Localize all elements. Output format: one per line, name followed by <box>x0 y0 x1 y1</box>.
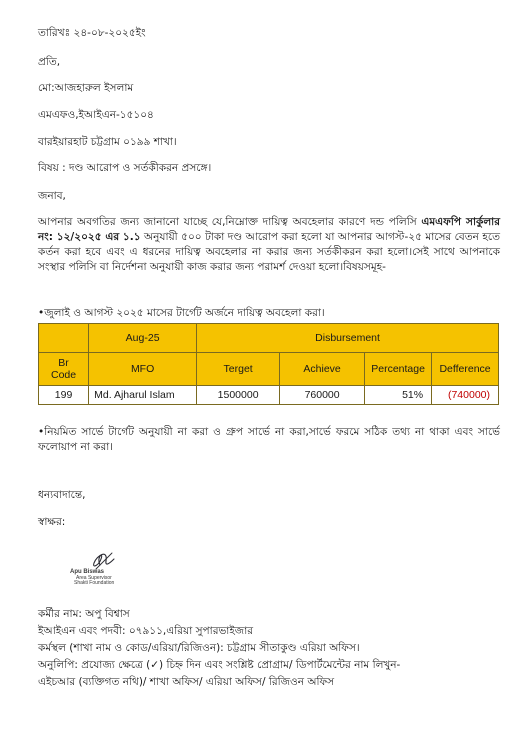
signature-label: স্বাক্ষর: <box>38 516 66 528</box>
bullet-survey-neglect: •নিয়মিত সার্ভে টার্গেট অনুযায়ী না করা ও গ্রুপ সার্ভে না করা,সার্ভে ফরমে সঠিক তথ্য না থাকা এবং সার্ভে ফলোয়াপ না করা। <box>38 426 500 453</box>
cell-defference: (740000) <box>432 386 499 405</box>
header-terget: Terget <box>197 353 280 386</box>
stamp-org: Shakti Foundation <box>74 580 115 586</box>
header-defference: Defference <box>432 353 499 386</box>
employee-ein-designation: ইআইএন এবং পদবী: ০৭৯১১,এরিয়া সুপারভাইজার <box>38 625 254 637</box>
closing-line: ধন্যবাদান্তে, <box>38 489 86 501</box>
recipient-id: এমএফও,ইআইএন-১৫১০৪ <box>38 109 154 121</box>
copy-recipients: এইচআর (ব্যক্তিগত নথি)/ শাখা অফিস/ এরিয়া অফিস/ রিজিওন অফিস <box>38 676 335 688</box>
to-label: প্রতি, <box>38 56 61 68</box>
cell-mfo: Md. Ajharul Islam <box>89 386 197 405</box>
header-br-code: Br Code <box>39 353 89 386</box>
header-percentage: Percentage <box>365 353 432 386</box>
copy-instruction: অনুলিপি: প্রযোজ্য ক্ষেত্রে (✓) চিহ্ন দিন এবং সংশ্লিষ্ট প্রোগ্রাম/ ডিপার্টমেন্টের নাম লিখুন- <box>38 659 401 671</box>
disbursement-table <box>38 323 499 405</box>
body-text-2: অনুযায়ী ৫০০ টাকা দণ্ড আরোপ করা হলো যা আপনার আগস্ট-২৫ মাসের বেতন হতে কর্তন করা হবে এবং এ ধরনের দায়িত্ব অবহেলার না করার জন্য সর্তকীকরন করা হলো।সেই সাথে আপনাকে সংস্থার পলিসি বা নির্দেশনা অনুযায়ী কাজ করার জন্য পরামর্শ দেওয়া হলো।বিষয়সমূহ- <box>38 231 501 273</box>
salutation: জনাব, <box>38 190 66 202</box>
disbursement-group-cell: Disbursement <box>197 324 499 353</box>
cell-percentage: 51% <box>365 386 432 405</box>
employee-workplace: কর্মস্থল (শাখা নাম ও কোড/এরিয়া/রিজিওন): চট্টগ্রাম সীতাকুণ্ড এরিয়া অফিস। <box>38 642 360 654</box>
employee-name: কর্মীর নাম: অপু বিশ্বাস <box>38 608 130 620</box>
table-column-header <box>39 353 499 386</box>
body-text-1: আপনার অবগতির জন্য জানানো যাচ্ছে যে,নিম্নোক্ত দায়িত্ব অবহেলার কারণে দন্ড পলিসি <box>38 216 422 228</box>
month-cell: Aug-25 <box>89 324 197 353</box>
table-group-header <box>39 324 499 353</box>
circular-reference: এমএফপি সার্কুলার নং: ১২/২০২৫ এর ১.১ <box>38 216 500 243</box>
header-achieve: Achieve <box>280 353 365 386</box>
cell-achieve: 760000 <box>280 386 365 405</box>
header-mfo: MFO <box>89 353 197 386</box>
cell-br-code: 199 <box>39 386 89 405</box>
bullet-target-neglect: •জুলাই ও আগস্ট ২০২৫ মাসের টার্গেট অর্জনে দায়িত্ব অবহেলা করা। <box>38 307 325 319</box>
table-row <box>39 386 499 405</box>
branch-name: বারইয়ারহাট চট্টগ্রাম ০১৯৯ শাখা। <box>38 136 177 148</box>
cell-terget: 1500000 <box>197 386 280 405</box>
subject-line: বিষয় : দণ্ড আরোপ ও সর্তকীকরন প্রসঙ্গে। <box>38 162 212 174</box>
stamp-title: Area Supervisor <box>76 575 112 581</box>
body-paragraph <box>38 215 500 275</box>
date-line: তারিখঃ ২৪-০৮-২০২৫ইং <box>38 27 146 39</box>
recipient-name: মো:আজহারুল ইসলাম <box>38 82 134 94</box>
empty-corner-cell <box>39 324 89 353</box>
stamp-name: Apu Biswas <box>70 569 105 575</box>
